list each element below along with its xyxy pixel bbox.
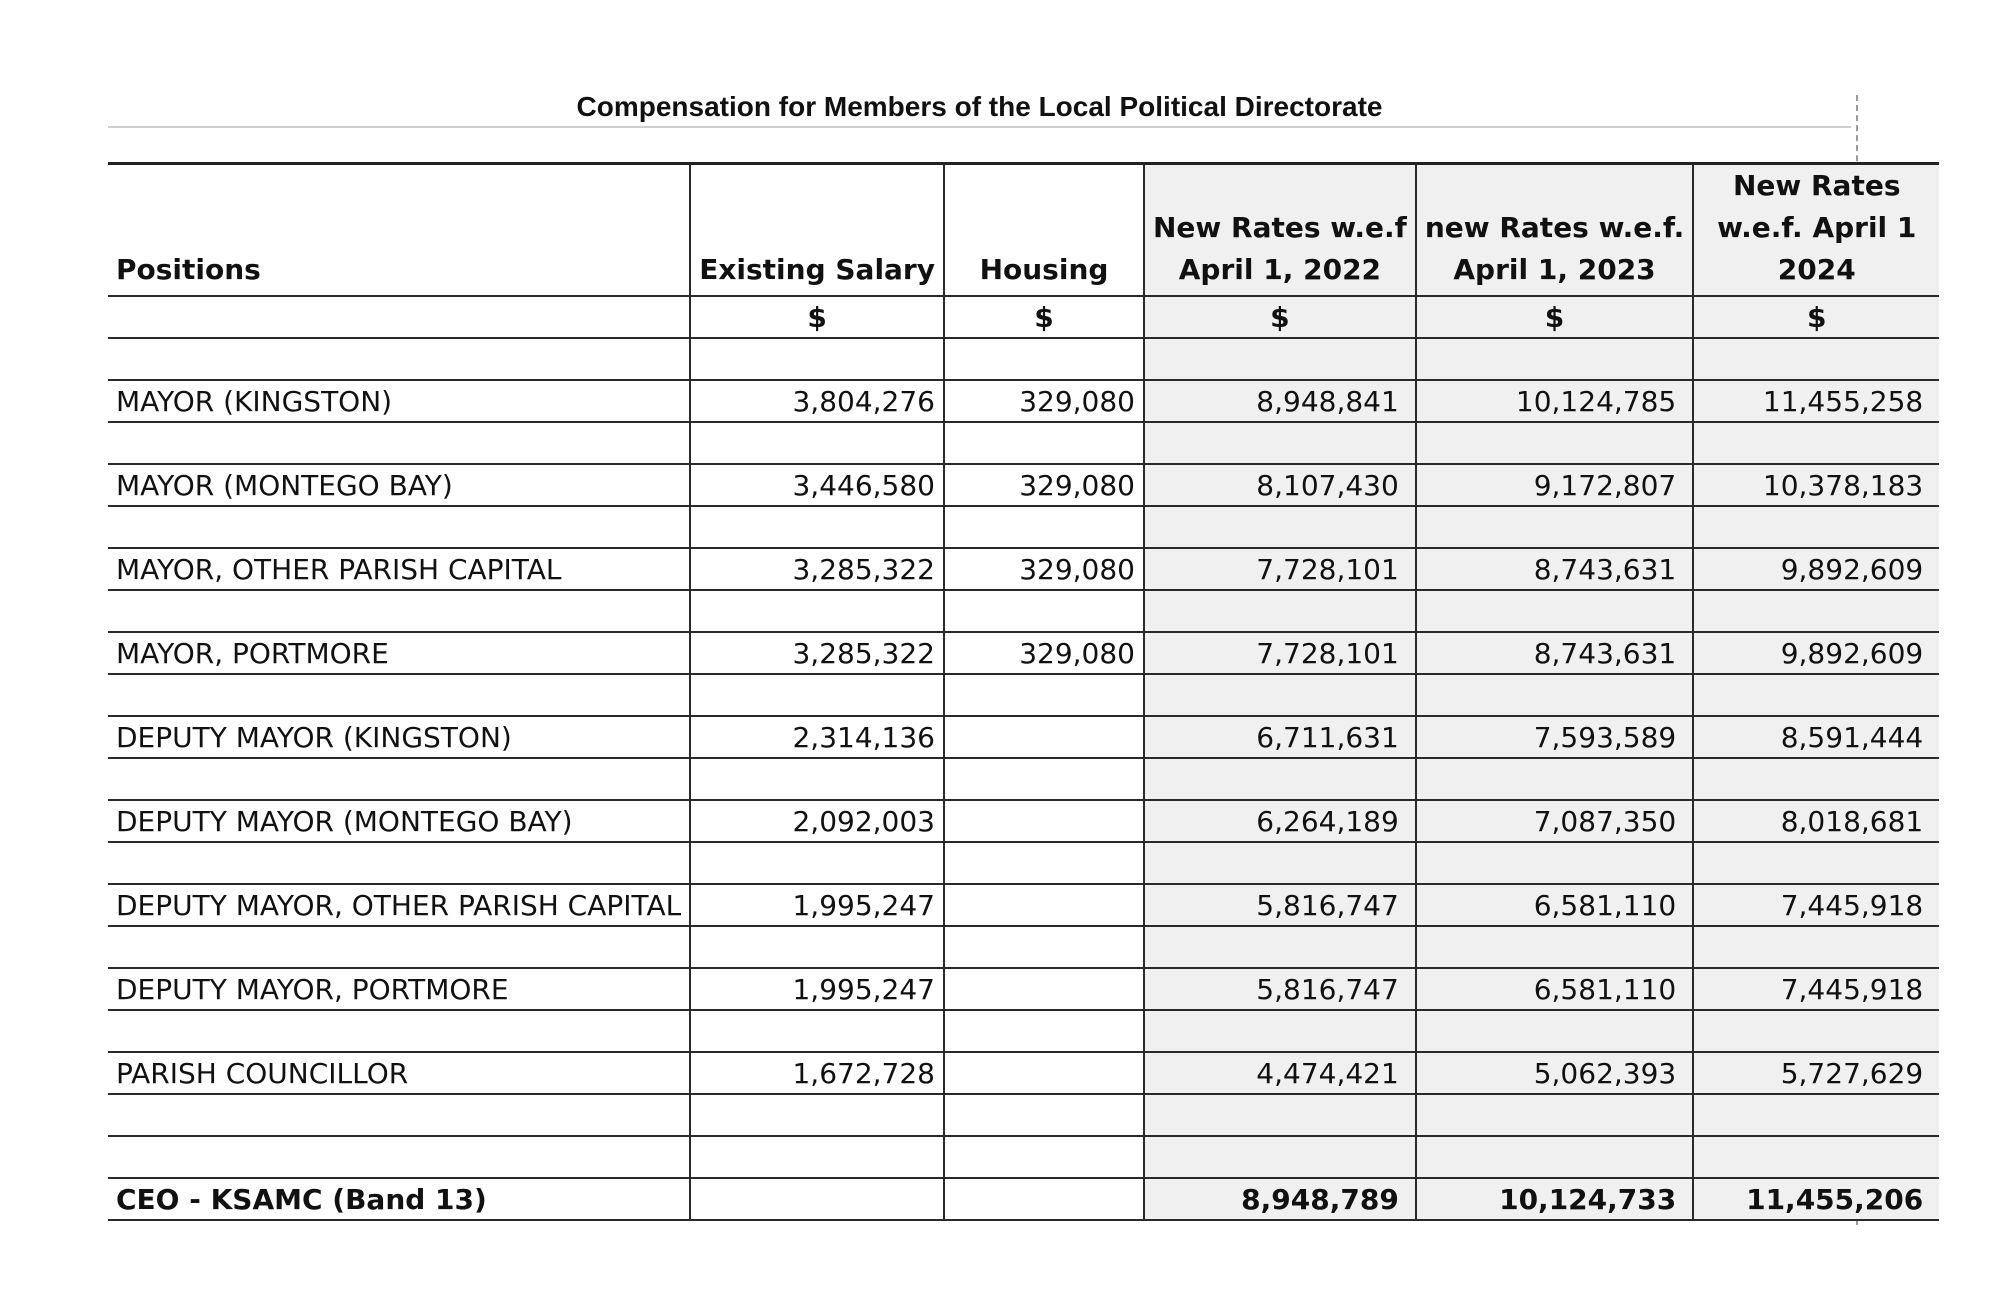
position-cell: MAYOR, OTHER PARISH CAPITAL bbox=[108, 548, 690, 590]
rate-2023-cell: 6,581,110 bbox=[1416, 884, 1693, 926]
spacer-cell bbox=[108, 590, 690, 632]
header-rate-2023 bbox=[1416, 164, 1693, 297]
spacer-cell bbox=[1693, 758, 1939, 800]
spacer-cell bbox=[1693, 1136, 1939, 1178]
spacer-cell bbox=[108, 1010, 690, 1052]
existing-salary-cell: 3,285,322 bbox=[690, 548, 944, 590]
spacer-row bbox=[108, 590, 1939, 632]
spacer-cell bbox=[1693, 1094, 1939, 1136]
spacer-cell bbox=[108, 842, 690, 884]
housing-cell bbox=[944, 1052, 1144, 1094]
spacer-cell bbox=[690, 1094, 944, 1136]
rate-2023-cell: 10,124,733 bbox=[1416, 1178, 1693, 1220]
spacer-cell bbox=[1416, 842, 1693, 884]
spacer-cell bbox=[1144, 590, 1416, 632]
spacer-cell bbox=[690, 1010, 944, 1052]
spacer-cell bbox=[1144, 842, 1416, 884]
spacer-row bbox=[108, 1136, 1939, 1178]
spacer-cell bbox=[1144, 674, 1416, 716]
position-cell: MAYOR, PORTMORE bbox=[108, 632, 690, 674]
spacer-cell bbox=[1693, 422, 1939, 464]
spacer-cell bbox=[1416, 338, 1693, 380]
table-row bbox=[108, 968, 1939, 1010]
spacer-cell bbox=[1693, 590, 1939, 632]
rate-2023-cell: 9,172,807 bbox=[1416, 464, 1693, 506]
spacer-cell bbox=[108, 758, 690, 800]
position-cell: CEO - KSAMC (Band 13) bbox=[108, 1178, 690, 1220]
spacer-cell bbox=[1693, 506, 1939, 548]
spacer-cell bbox=[944, 674, 1144, 716]
header-rate-2022-line1: New Rates w.e.f bbox=[1153, 211, 1407, 244]
position-cell: MAYOR (MONTEGO BAY) bbox=[108, 464, 690, 506]
rate-2023-cell: 8,743,631 bbox=[1416, 632, 1693, 674]
rate-2023-cell: 8,743,631 bbox=[1416, 548, 1693, 590]
currency-row bbox=[108, 296, 1939, 338]
spacer-cell bbox=[1693, 1010, 1939, 1052]
header-rate-2024-line3: 2024 bbox=[1777, 253, 1856, 286]
spacer-cell bbox=[1416, 506, 1693, 548]
spacer-cell bbox=[944, 1136, 1144, 1178]
rate-2022-cell: 8,948,841 bbox=[1144, 380, 1416, 422]
spacer-cell bbox=[690, 1136, 944, 1178]
existing-salary-cell: 3,804,276 bbox=[690, 380, 944, 422]
rate-2022-cell: 6,264,189 bbox=[1144, 800, 1416, 842]
rate-2022-cell: 4,474,421 bbox=[1144, 1052, 1416, 1094]
rate-2022-cell: 8,107,430 bbox=[1144, 464, 1416, 506]
position-cell: MAYOR (KINGSTON) bbox=[108, 380, 690, 422]
table-row bbox=[108, 380, 1939, 422]
spacer-cell bbox=[1144, 758, 1416, 800]
table-row bbox=[108, 632, 1939, 674]
spacer-cell bbox=[1144, 506, 1416, 548]
housing-cell bbox=[944, 800, 1144, 842]
rate-2023-cell: 7,593,589 bbox=[1416, 716, 1693, 758]
rate-2024-cell: 8,018,681 bbox=[1693, 800, 1939, 842]
spacer-cell bbox=[944, 1094, 1144, 1136]
table-row bbox=[108, 548, 1939, 590]
rate-2024-cell: 11,455,258 bbox=[1693, 380, 1939, 422]
spacer-cell bbox=[1416, 1136, 1693, 1178]
spacer-cell bbox=[690, 842, 944, 884]
spacer-cell bbox=[1416, 758, 1693, 800]
spacer-cell bbox=[690, 338, 944, 380]
spacer-cell bbox=[944, 926, 1144, 968]
rate-2022-cell: 8,948,789 bbox=[1144, 1178, 1416, 1220]
spacer-cell bbox=[1693, 674, 1939, 716]
spacer-cell bbox=[1144, 1010, 1416, 1052]
position-cell: DEPUTY MAYOR (KINGSTON) bbox=[108, 716, 690, 758]
spacer-cell bbox=[690, 926, 944, 968]
spacer-cell bbox=[944, 506, 1144, 548]
header-rate-2024-line1: New Rates bbox=[1732, 169, 1901, 202]
table-row bbox=[108, 1052, 1939, 1094]
spacer-row bbox=[108, 758, 1939, 800]
housing-cell: 329,080 bbox=[944, 632, 1144, 674]
rate-2024-cell: 11,455,206 bbox=[1693, 1178, 1939, 1220]
rate-2023-cell: 10,124,785 bbox=[1416, 380, 1693, 422]
currency-cell: $ bbox=[690, 296, 944, 338]
position-cell: PARISH COUNCILLOR bbox=[108, 1052, 690, 1094]
rate-2023-cell: 7,087,350 bbox=[1416, 800, 1693, 842]
table-row bbox=[108, 716, 1939, 758]
rate-2022-cell: 7,728,101 bbox=[1144, 548, 1416, 590]
spacer-cell bbox=[690, 674, 944, 716]
rate-2023-cell: 6,581,110 bbox=[1416, 968, 1693, 1010]
spacer-cell bbox=[1144, 1136, 1416, 1178]
spacer-cell bbox=[1416, 590, 1693, 632]
table-row bbox=[108, 464, 1939, 506]
spacer-cell bbox=[690, 506, 944, 548]
spacer-cell bbox=[108, 1094, 690, 1136]
rate-2022-cell: 7,728,101 bbox=[1144, 632, 1416, 674]
existing-salary-cell: 3,285,322 bbox=[690, 632, 944, 674]
existing-salary-cell: 1,672,728 bbox=[690, 1052, 944, 1094]
existing-salary-cell bbox=[690, 1178, 944, 1220]
spacer-cell bbox=[1416, 926, 1693, 968]
header-positions: Positions bbox=[108, 164, 690, 297]
currency-cell-empty bbox=[108, 296, 690, 338]
spacer-cell bbox=[1416, 422, 1693, 464]
header-rate-2022 bbox=[1144, 164, 1416, 297]
currency-cell: $ bbox=[1144, 296, 1416, 338]
spacer-row bbox=[108, 674, 1939, 716]
spacer-cell bbox=[690, 758, 944, 800]
header-rate-2022-line2: April 1, 2022 bbox=[1178, 253, 1382, 286]
header-existing-salary: Existing Salary bbox=[690, 164, 944, 297]
header-row bbox=[108, 164, 1939, 297]
table-title: Compensation for Members of the Local Political Directorate bbox=[108, 88, 1851, 128]
housing-cell: 329,080 bbox=[944, 380, 1144, 422]
spacer-cell bbox=[1693, 338, 1939, 380]
spacer-cell bbox=[690, 422, 944, 464]
existing-salary-cell: 1,995,247 bbox=[690, 884, 944, 926]
currency-cell: $ bbox=[1416, 296, 1693, 338]
existing-salary-cell: 3,446,580 bbox=[690, 464, 944, 506]
rate-2024-cell: 10,378,183 bbox=[1693, 464, 1939, 506]
spacer-row bbox=[108, 842, 1939, 884]
housing-cell bbox=[944, 884, 1144, 926]
rate-2024-cell: 7,445,918 bbox=[1693, 968, 1939, 1010]
spacer-cell bbox=[944, 422, 1144, 464]
spacer-cell bbox=[108, 926, 690, 968]
housing-cell: 329,080 bbox=[944, 548, 1144, 590]
spacer-cell bbox=[690, 590, 944, 632]
rate-2022-cell: 5,816,747 bbox=[1144, 884, 1416, 926]
header-rate-2024-line2: w.e.f. April 1 bbox=[1717, 211, 1917, 244]
spacer-cell bbox=[944, 1010, 1144, 1052]
table-row bbox=[108, 884, 1939, 926]
rate-2024-cell: 5,727,629 bbox=[1693, 1052, 1939, 1094]
spacer-cell bbox=[108, 422, 690, 464]
spacer-cell bbox=[944, 338, 1144, 380]
spacer-cell bbox=[1416, 1010, 1693, 1052]
spacer-cell bbox=[1144, 422, 1416, 464]
header-rate-2023-line2: April 1, 2023 bbox=[1453, 253, 1656, 286]
housing-cell bbox=[944, 968, 1144, 1010]
spacer-cell bbox=[944, 842, 1144, 884]
rate-2024-cell: 9,892,609 bbox=[1693, 548, 1939, 590]
spacer-cell bbox=[108, 506, 690, 548]
table-row bbox=[108, 800, 1939, 842]
existing-salary-cell: 2,314,136 bbox=[690, 716, 944, 758]
spacer-cell bbox=[108, 338, 690, 380]
spacer-row bbox=[108, 506, 1939, 548]
spacer-cell bbox=[1144, 926, 1416, 968]
header-rate-2024 bbox=[1693, 164, 1939, 297]
spacer-row bbox=[108, 338, 1939, 380]
header-rate-2023-line1: new Rates w.e.f. bbox=[1424, 211, 1685, 244]
spacer-cell bbox=[1693, 842, 1939, 884]
rate-2022-cell: 6,711,631 bbox=[1144, 716, 1416, 758]
header-housing: Housing bbox=[944, 164, 1144, 297]
rate-2024-cell: 7,445,918 bbox=[1693, 884, 1939, 926]
compensation-table bbox=[108, 162, 1939, 1221]
spacer-cell bbox=[108, 1136, 690, 1178]
position-cell: DEPUTY MAYOR, OTHER PARISH CAPITAL bbox=[108, 884, 690, 926]
spacer-cell bbox=[1144, 338, 1416, 380]
spacer-row bbox=[108, 422, 1939, 464]
housing-cell bbox=[944, 1178, 1144, 1220]
existing-salary-cell: 1,995,247 bbox=[690, 968, 944, 1010]
currency-cell: $ bbox=[1693, 296, 1939, 338]
position-cell: DEPUTY MAYOR, PORTMORE bbox=[108, 968, 690, 1010]
currency-cell: $ bbox=[944, 296, 1144, 338]
spacer-cell bbox=[944, 590, 1144, 632]
rate-2023-cell: 5,062,393 bbox=[1416, 1052, 1693, 1094]
spacer-cell bbox=[108, 674, 690, 716]
housing-cell bbox=[944, 716, 1144, 758]
spacer-cell bbox=[1416, 674, 1693, 716]
spacer-cell bbox=[1416, 1094, 1693, 1136]
position-cell: DEPUTY MAYOR (MONTEGO BAY) bbox=[108, 800, 690, 842]
rate-2022-cell: 5,816,747 bbox=[1144, 968, 1416, 1010]
spacer-cell bbox=[944, 758, 1144, 800]
spacer-cell bbox=[1693, 926, 1939, 968]
spacer-cell bbox=[1144, 1094, 1416, 1136]
spacer-row bbox=[108, 1094, 1939, 1136]
rate-2024-cell: 9,892,609 bbox=[1693, 632, 1939, 674]
rate-2024-cell: 8,591,444 bbox=[1693, 716, 1939, 758]
spacer-row bbox=[108, 1010, 1939, 1052]
ceo-row bbox=[108, 1178, 1939, 1220]
spacer-row bbox=[108, 926, 1939, 968]
existing-salary-cell: 2,092,003 bbox=[690, 800, 944, 842]
housing-cell: 329,080 bbox=[944, 464, 1144, 506]
